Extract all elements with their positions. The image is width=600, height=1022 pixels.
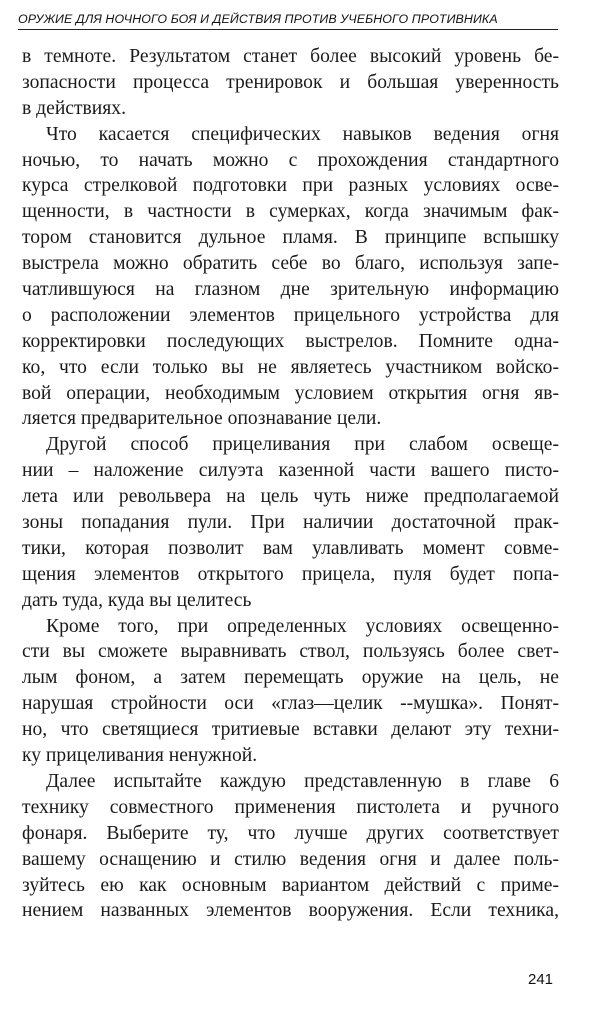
text-line: нением названных элементов вооружения. Если техника, <box>22 900 559 922</box>
paragraph <box>22 44 559 122</box>
paragraph <box>22 432 559 613</box>
text-line: Кроме того, при определенных условиях освещенно- <box>46 615 559 637</box>
text-line: о расположении элементов прицельного устройства для <box>22 304 559 326</box>
running-header: ОРУЖИЕ ДЛЯ НОЧНОГО БОЯ И ДЕЙСТВИЯ ПРОТИВ УЧЕБНОГО ПРОТИВНИКА <box>18 12 558 30</box>
text-line: вой операции, необходимым условием открытия огня яв- <box>22 382 559 404</box>
text-line: тором становится дульное пламя. В принципе вспышку <box>22 227 559 249</box>
text-line: зоны попадания пули. При наличии достаточной прак- <box>22 512 559 534</box>
paragraph <box>22 122 559 433</box>
text-line: зопасности процесса тренировок и большая уверенность <box>22 71 559 93</box>
text-line: нии – наложение силуэта казенной части вашего писто- <box>22 460 559 482</box>
text-line: щения элементов открытого прицела, пуля будет попа- <box>22 563 559 585</box>
paragraph <box>22 769 559 924</box>
text-line: тики, которая позволит вам улавливать момент совме- <box>22 537 559 559</box>
text-line: ляется предварительное опознавание цели. <box>22 408 382 430</box>
text-line: чатлившуюся на глазном дне зрительную информацию <box>22 279 559 301</box>
text-line: Далее испытайте каждую представленную в главе 6 <box>46 770 559 792</box>
text-line: нарушая стройности оси «глаз—целик --мушка». Понят- <box>22 693 559 715</box>
text-line: в темноте. Результатом станет более высокий уровень бе- <box>22 46 559 67</box>
text-line: вашему оснащению и стилю ведения огня и далее поль- <box>22 848 559 870</box>
text-line: но, что светящиеся тритиевые вставки делают эту техни- <box>22 719 559 741</box>
text-line: Другой способ прицеливания при слабом освеще- <box>46 434 559 456</box>
page-number: 241 <box>528 971 554 988</box>
text-line: в действиях. <box>22 97 127 119</box>
text-line: Что касается специфических навыков ведения огня <box>46 123 559 145</box>
text-line: дать туда, куда вы целитесь <box>22 589 252 611</box>
paragraph <box>22 614 559 769</box>
body-text <box>22 44 559 924</box>
text-line: лета или револьвера на цель чуть ниже предполагаемой <box>22 486 559 508</box>
text-line: ку прицеливания ненужной. <box>22 745 258 767</box>
text-line: ко, что если только вы не являетесь участником войско- <box>22 356 559 378</box>
text-line: щенности, в частности в сумерках, когда значимым фак- <box>22 201 559 223</box>
text-line: зуйтесь ею как основным вариантом действий с приме- <box>22 874 559 896</box>
text-line: выстрела можно обратить себе во благо, используя запе- <box>22 253 559 275</box>
text-line: сти вы сможете выравнивать ствол, пользуясь более свет- <box>22 641 559 663</box>
text-line: лым фоном, а затем перемещать оружие на цель, не <box>22 667 559 689</box>
text-line: корректировки последующих выстрелов. Помните одна- <box>22 330 559 352</box>
text-line: курса стрелковой подготовки при разных условиях осве- <box>22 175 559 197</box>
text-line: ночью, то начать можно с прохождения стандартного <box>22 149 559 171</box>
text-line: фонаря. Выберите ту, что лучше других соответствует <box>22 822 559 844</box>
text-line: технику совместного применения пистолета и ручного <box>22 796 559 818</box>
